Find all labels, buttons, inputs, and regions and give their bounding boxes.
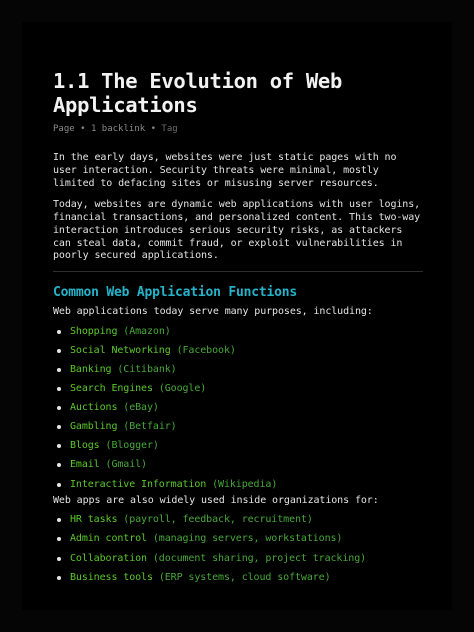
section-heading: Common Web Application Functions [53, 285, 298, 300]
item-name-link[interactable]: Gambling [70, 421, 118, 433]
item-name-link[interactable]: Business tools [70, 571, 153, 583]
item-example: (Citibank) [117, 363, 177, 375]
item-example: (Betfair) [123, 421, 177, 433]
item-name-link[interactable]: Admin control [70, 533, 147, 545]
bullet-icon [57, 557, 61, 561]
list-item [53, 398, 423, 417]
list-item [53, 417, 423, 436]
functions-list [53, 322, 423, 494]
item-example: (ERP systems, cloud software) [158, 571, 331, 583]
list-item [53, 322, 423, 341]
bullet-icon [57, 483, 61, 487]
document-frame [22, 22, 452, 610]
bullet-icon [57, 406, 61, 410]
bullet-icon [57, 368, 61, 372]
page-meta [53, 123, 423, 135]
item-name-link[interactable]: Blogs [70, 440, 100, 452]
item-example: (managing servers, workstations) [152, 533, 343, 545]
list-item [53, 549, 423, 568]
internal-use-list [53, 510, 423, 586]
item-name-link[interactable]: Auctions [70, 402, 118, 414]
intro-paragraph: In the early days, websites were just static pages with no user interaction. Security threats were minimal, mostly limited to defacing sites or misusing server resources. [53, 152, 397, 189]
item-name-link[interactable]: Interactive Information [70, 478, 207, 490]
page-content [53, 69, 423, 587]
bullet-icon [57, 387, 61, 391]
bullet-icon [57, 425, 61, 429]
bullet-icon [57, 330, 61, 334]
item-name-link[interactable]: Shopping [70, 325, 118, 337]
list-item [53, 568, 423, 587]
divider [53, 271, 423, 272]
backlinks-link[interactable]: 1 backlink [90, 124, 146, 134]
item-example: (Wikipedia) [212, 478, 278, 490]
item-name-link[interactable]: Social Networking [70, 344, 171, 356]
item-example: (Gmail) [105, 459, 147, 471]
list-item [53, 475, 423, 494]
bullet-icon [57, 444, 61, 448]
bullet-icon [57, 463, 61, 467]
list-item [53, 455, 423, 474]
item-example: (document sharing, project tracking) [152, 552, 367, 564]
bullet-icon [57, 349, 61, 353]
tag-link[interactable]: Tag [161, 124, 178, 134]
meta-separator: • [150, 124, 162, 134]
list-item [53, 436, 423, 455]
list-item [53, 360, 423, 379]
item-example: (payroll, feedback, recruitment) [123, 514, 313, 526]
item-name-link[interactable]: HR tasks [70, 514, 118, 526]
item-example: (eBay) [123, 402, 159, 414]
meta-separator: • [80, 124, 91, 134]
list-item [53, 510, 423, 529]
item-name-link[interactable]: Collaboration [70, 552, 147, 564]
list-item [53, 379, 423, 398]
list-item [53, 529, 423, 548]
bullet-icon [57, 518, 61, 522]
page-title: 1.1 The Evolution of Web Applications [53, 69, 343, 117]
section-intro: Web applications today serve many purposes, including: [53, 306, 373, 317]
bullet-icon [57, 537, 61, 541]
internal-intro: Web apps are also widely used inside organizations for: [53, 494, 379, 506]
list-item [53, 341, 423, 360]
item-name-link[interactable]: Search Engines [70, 383, 153, 395]
item-name-link[interactable]: Banking [70, 363, 112, 375]
item-example: (Amazon) [123, 325, 171, 337]
item-name-link[interactable]: Email [70, 459, 100, 471]
bullet-icon [57, 576, 61, 580]
today-paragraph: Today, websites are dynamic web applications with user logins, financial transactions, and personalized content. This two-way interaction introduces serious security risks, as attackers can steal data, commit fraud, or exploit vulnerabilities in poorly secured applications. [53, 199, 421, 262]
item-example: (Google) [158, 383, 207, 395]
page-type-label: Page [53, 124, 75, 134]
item-example: (Blogger) [105, 440, 159, 452]
item-example: (Facebook) [176, 344, 236, 356]
